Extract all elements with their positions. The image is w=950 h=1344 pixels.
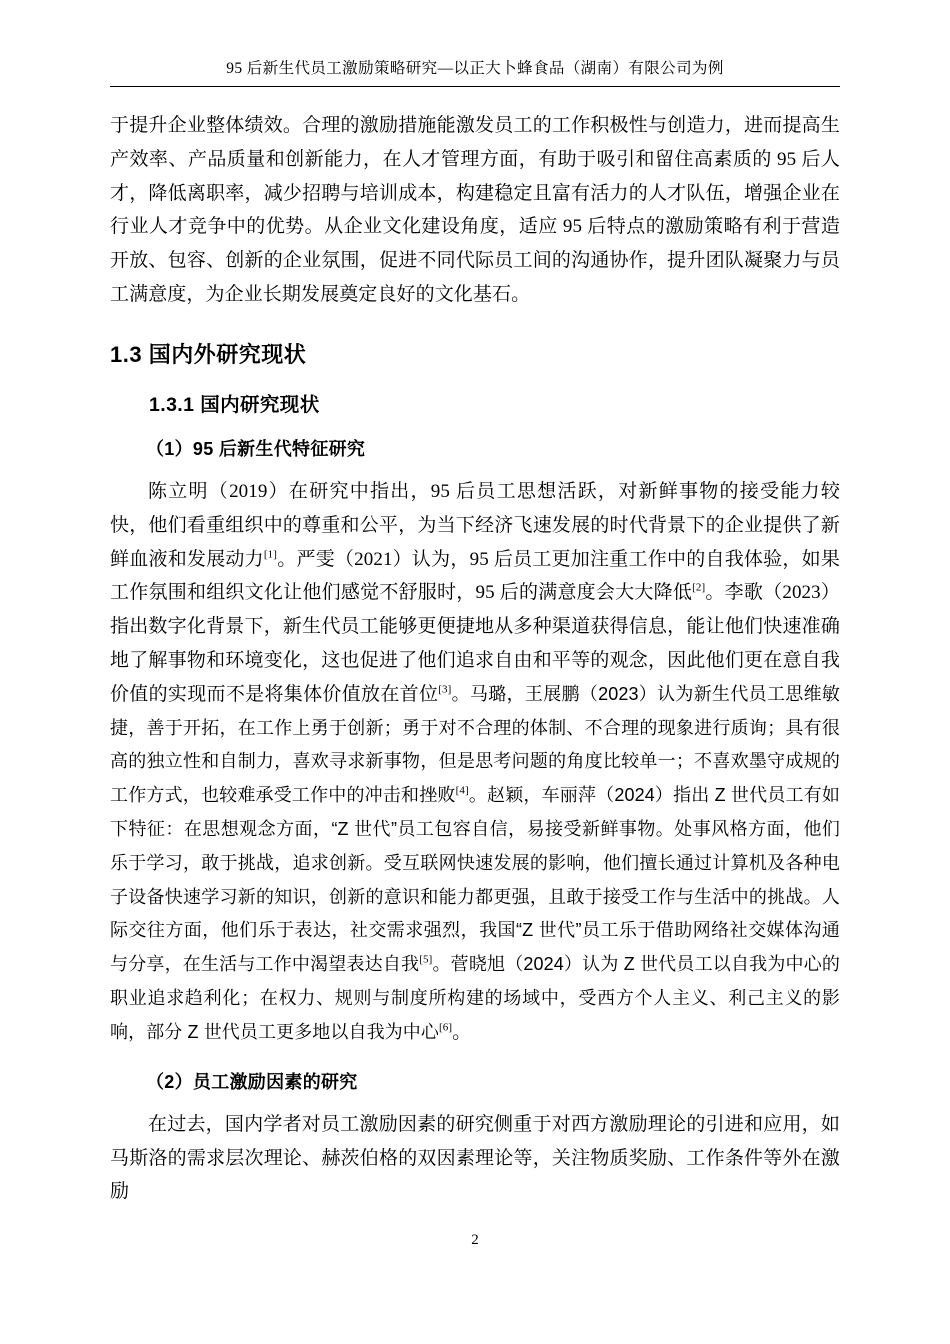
- text-segment-a: 陈立明（2019）在研究中指出，95 后员工思想活跃，对新鲜事物的接受能力较快，他们看重组织中的尊重和公平，为当下经济飞速发展的时代背景下的企业提供了新鲜血液和发展动力: [110, 480, 840, 570]
- running-header: 95 后新生代员工激励策略研究—以正大卜蜂食品（湖南）有限公司为例: [226, 60, 724, 77]
- section-heading-1-3-1: 1.3.1 国内研究现状: [149, 393, 320, 416]
- page-content: [110, 56, 840, 1211]
- text-segment-d: 。马璐，王展鹏（2023）认为新生代员工思维敏捷，善于开拓，在工作上勇于创新；勇于对不合理的体制、不合理的现象进行质询；具有很高的独立性和自制力，喜欢寻求新事物，但是思考问题的角度比较单一；不喜欢墨守成规的工作方式，也较难承受工作中的冲击和挫败: [110, 683, 841, 806]
- paragraph-intro: 于提升企业整体绩效。合理的激励措施能激发员工的工作积极性与创造力，进而提高生产效率、产品质量和创新能力，在人才管理方面，有助于吸引和留住高素质的 95 后人才，降低离职率，减少招聘与培训成本，构建稳定且富有活力的人才队伍，增强企业在行业人才竞争中的优势。从企业文化建设角度，适应 95 后特点的激励策略有利于营造开放、包容、创新的企业氛围，促进不同代际员工间的沟通协作，提升团队凝聚力与员工满意度，为企业长期发展奠定良好的文化基石。: [110, 115, 840, 306]
- citation-3: [3]: [438, 683, 452, 696]
- paragraph-domestic-characteristics: [110, 475, 840, 1050]
- paragraph-motivation-factors: 在过去，国内学者对员工激励因素的研究侧重于对西方激励理论的引进和应用，如马斯洛的需求层次理论、赫茨伯格的双因素理论等，关注物质奖励、工作条件等外在激励: [110, 1113, 840, 1203]
- section-heading-1-3: 1.3 国内外研究现状: [110, 341, 307, 367]
- text-segment-e: 。赵颖，车丽萍（2024）指出 Z 世代员工有如下特征：在思想观念方面，“Z 世代”员工包容自信，易接受新鲜事物。处事风格方面，他们乐于学习，敢于挑战，追求创新。受互联网快速发展的影响，他们擅长通过计算机及各种电子设备快速学习新的知识，创新的意识和能力都更强，且敢于接受工作与生活中的挑战。人际交往方面，他们乐于表达，社交需求强烈，我国“Z 世代”员工乐于借助网络社交媒体沟通与分享，在生活与工作中渴望表达自我: [110, 785, 840, 975]
- subsection-heading-2: （2）员工激励因素的研究: [146, 1071, 358, 1092]
- citation-2: [2]: [692, 581, 706, 594]
- citation-5: [5]: [419, 953, 433, 966]
- text-segment-g: 。: [452, 1021, 472, 1043]
- page-number: 2: [471, 1232, 479, 1248]
- header-divider: [110, 86, 840, 87]
- subsection-heading-1: （1）95 后新生代特征研究: [146, 438, 366, 459]
- text-segment-b: 。严雯（2021）认为，95 后员工更加注重工作中的自我体验，如果工作氛围和组织文化让他们感觉不舒服时，95 后的满意度会大大降低: [110, 548, 840, 604]
- citation-4: [4]: [455, 784, 469, 797]
- citation-6: [6]: [439, 1021, 453, 1034]
- text-segment-c: 。李歌（2023）指出数字化背景下，新生代员工能够更便捷地从多种渠道获得信息，能让他们快速准确地了解事物和环境变化，这也促进了他们追求自由和平等的观念，因此他们更在意自我价值的实现而不是将集体价值放在首位: [110, 582, 840, 705]
- text-segment-f: 。菅晓旭（2024）认为 Z 世代员工以自我为中心的职业追求趋利化；在权力、规则与制度所构建的场域中，受西方个人主义、利己主义的影响，部分 Z 世代员工更多地以自我为中心: [110, 954, 840, 1042]
- citation-1: [1]: [263, 548, 278, 561]
